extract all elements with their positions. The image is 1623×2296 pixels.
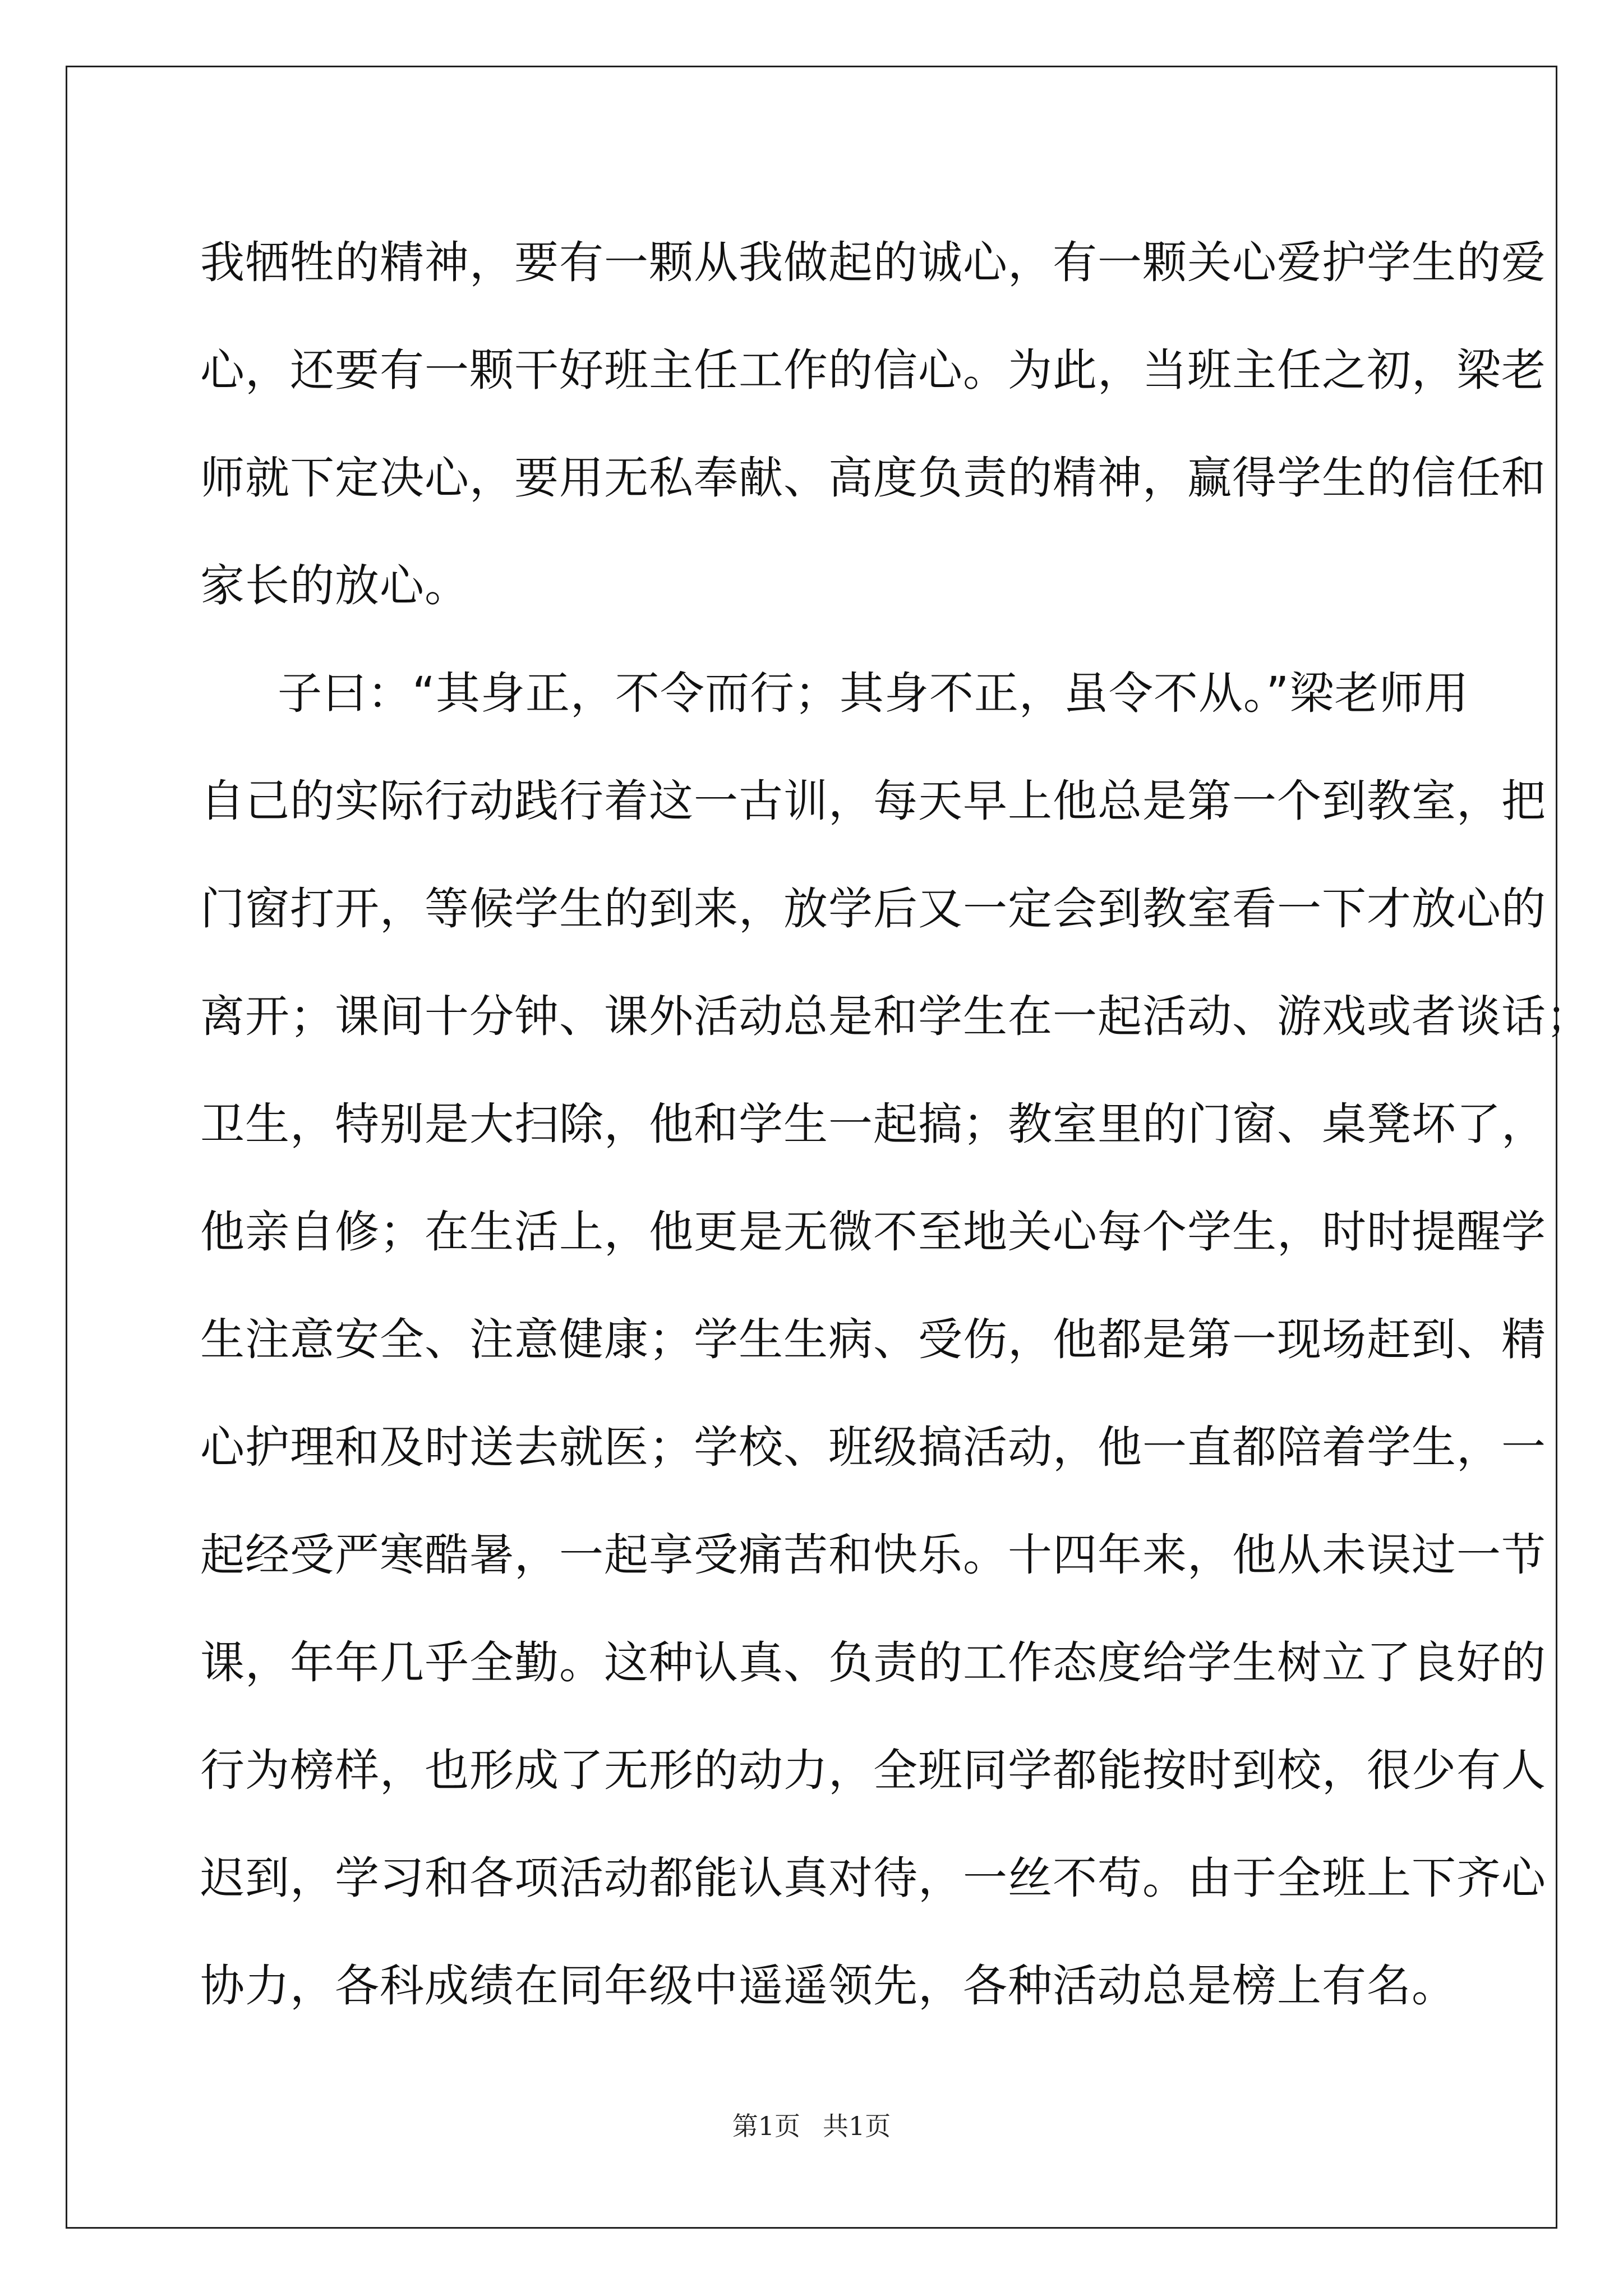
text-line: 家长的放心。 <box>200 560 469 611</box>
text-line: 迟到，学习和各项活动都能认真对待，一丝不苟。由于全班上下齐心 <box>200 1852 1546 1904</box>
text-line: 他亲自修；在生活上，他更是无微不至地关心每个学生，时时提醒学 <box>200 1206 1546 1258</box>
paragraph-2 <box>200 639 1591 2040</box>
text-line: 门窗打开，等候学生的到来，放学后又一定会到教室看一下才放心的 <box>200 883 1546 935</box>
document-body <box>200 209 1591 2040</box>
text-line: 起经受严寒酷暑，一起享受痛苦和快乐。十四年来，他从未误过一节 <box>200 1529 1546 1581</box>
text-line: 我牺牲的精神，要有一颗从我做起的诚心，有一颗关心爱护学生的爱 <box>200 237 1546 288</box>
paragraph-1 <box>200 209 1546 639</box>
page-number: 第1页 <box>732 2111 800 2141</box>
text-line: 离开；课间十分钟、课外活动总是和学生在一起活动、游戏或者谈话； <box>200 991 1591 1042</box>
text-line: 师就下定决心，要用无私奉献、高度负责的精神，赢得学生的信任和 <box>200 452 1546 504</box>
text-line: 卫生，特别是大扫除，他和学生一起搞；教室里的门窗、桌凳坏了， <box>200 1098 1546 1150</box>
text-line: 心，还要有一颗干好班主任工作的信心。为此，当班主任之初，梁老 <box>200 344 1546 396</box>
text-line: 生注意安全、注意健康；学生生病、受伤，他都是第一现场赶到、精 <box>200 1314 1546 1365</box>
text-line: 协力，各科成绩在同年级中遥遥领先，各种活动总是榜上有名。 <box>200 1960 1456 2012</box>
text-line: 自己的实际行动践行着这一古训，每天早上他总是第一个到教室，把 <box>200 775 1546 827</box>
text-line: 行为榜样，也形成了无形的动力，全班同学都能按时到校，很少有人 <box>200 1745 1546 1796</box>
text-line-indented: 子曰：“其身正，不令而行；其身不正，虽令不从。”梁老师用 <box>278 668 1469 719</box>
text-line: 心护理和及时送去就医；学校、班级搞活动，他一直都陪着学生，一 <box>200 1421 1546 1473</box>
text-line: 课，年年几乎全勤。这种认真、负责的工作态度给学生树立了良好的 <box>200 1637 1546 1688</box>
page-total: 共1页 <box>823 2111 891 2141</box>
page-footer <box>0 2109 1623 2143</box>
